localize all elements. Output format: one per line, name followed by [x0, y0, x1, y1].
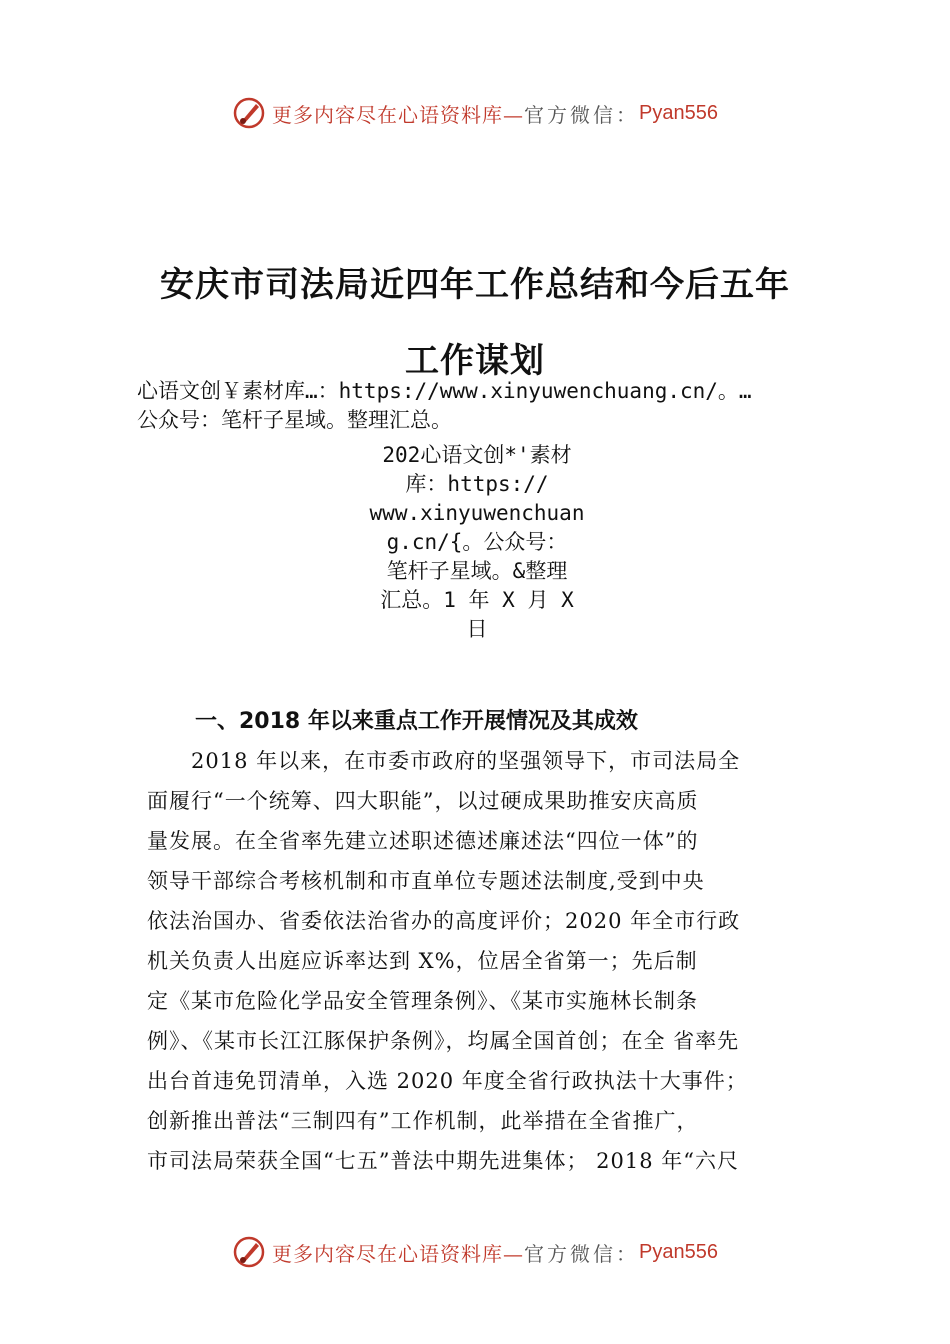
paragraph-line: 领导干部综合考核机制和市直单位专题述法制度,受到中央	[147, 869, 705, 893]
paragraph-line: 定《某市危险化学品安全管理条例》、《某市实施林长制条	[147, 989, 698, 1013]
info-block-line: www.xinyuwenchuan	[369, 501, 585, 525]
paragraph-line: 市司法局荣获全国“七五”普法中期先进集体； 2018 年“六尺	[147, 1149, 739, 1173]
source-line-1: 心语文创￥素材库…：https://www.xinyuwenchuang.cn/。…	[137, 379, 752, 403]
source-line-2: 公众号：笔杆子星域。整理汇总。	[137, 408, 452, 432]
footer-brand-text: 更多内容尽在心语资料库—	[272, 1241, 525, 1266]
info-block-line: 汇总。1 年 X 月 X	[380, 588, 574, 612]
info-block-line: 笔杆子星域。&整理	[386, 559, 568, 583]
header-brand-text: 更多内容尽在心语资料库—	[272, 102, 525, 127]
document-title-line2: 工作谋划	[405, 341, 545, 381]
paragraph-line: 例》、《某市长江江豚保护条例》，均属全国首创；在全 省率先	[147, 1029, 740, 1053]
paragraph-line: 依法治国办、省委依法治省办的高度评价；2020 年全市行政	[147, 909, 741, 933]
section-heading: 一、2018 年以来重点工作开展情况及其成效	[195, 709, 638, 734]
header-wechat-label: 官方微信：	[524, 102, 640, 127]
document-title-line1: 安庆市司法局近四年工作总结和今后五年	[160, 265, 790, 305]
paragraph-line: 2018 年以来，在市委市政府的坚强领导下，市司法局全	[147, 749, 741, 773]
paragraph-line: 面履行“一个统筹、四大职能”，以过硬成果助推安庆高质	[147, 789, 699, 813]
info-block-line: 日	[466, 617, 488, 641]
info-block-line: 库：https://	[405, 472, 549, 496]
info-block-line: 202心语文创*'素材	[382, 443, 572, 467]
footer-wechat-id: Pyan556	[639, 1240, 718, 1263]
paragraph-line: 出台首违免罚清单，入选 2020 年度全省行政执法十大事件；	[147, 1069, 748, 1093]
info-block	[362, 441, 592, 644]
paragraph-line: 量发展。在全省率先建立述职述德述廉述法“四位一体”的	[147, 829, 699, 853]
footer-wechat-label: 官方微信：	[524, 1241, 640, 1266]
header-wechat-id: Pyan556	[639, 101, 718, 124]
footer-banner	[0, 1235, 950, 1269]
header-banner	[0, 96, 950, 130]
paragraph-line: 创新推出普法“三制四有”工作机制，此举措在全省推广，	[147, 1109, 699, 1133]
paragraph-line: 机关负责人出庭应诉率达到 X%，位居全省第一；先后制	[147, 949, 698, 973]
brush-logo-icon	[232, 1235, 266, 1269]
brush-logo-icon	[232, 96, 266, 130]
info-block-line: g.cn/{。公众号：	[386, 530, 568, 554]
